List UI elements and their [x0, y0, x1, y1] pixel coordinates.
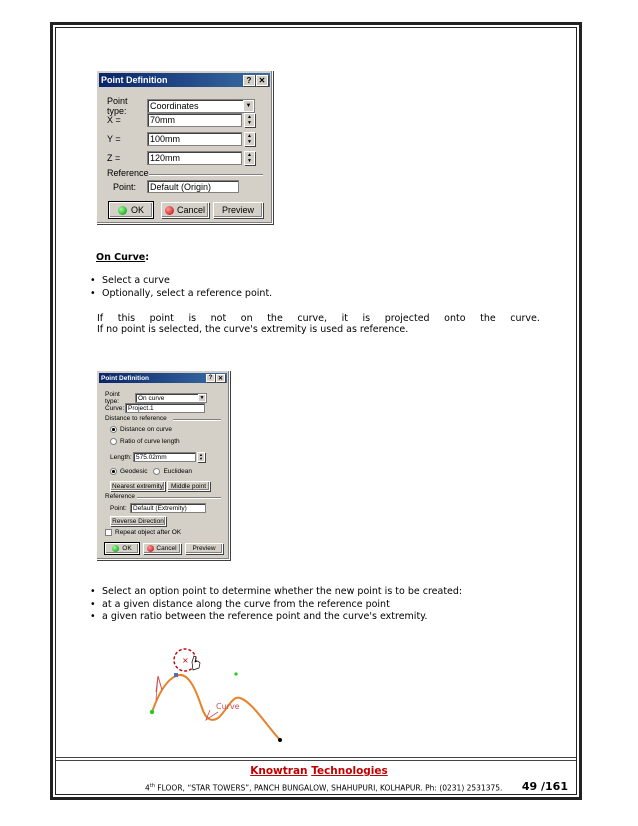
list-item: • a given ratio between the reference point and the curve's extremity.	[89, 611, 462, 624]
cancel-label: Cancel	[176, 205, 205, 215]
nearest-extremity-button[interactable]	[110, 481, 165, 491]
chevron-down-icon[interactable]: ▼	[243, 100, 254, 112]
x-label: X =	[107, 115, 121, 125]
reference-point-value: Default (Origin)	[150, 181, 212, 192]
euclidean-radio[interactable]	[153, 468, 160, 475]
preview-button[interactable]	[213, 202, 263, 218]
curve-field[interactable]	[125, 403, 205, 413]
option-bullet-list	[89, 586, 462, 624]
ok-button[interactable]	[105, 543, 139, 554]
distance-group-divider	[173, 419, 221, 420]
point-label: Point:	[113, 181, 137, 192]
geodesic-radio[interactable]	[110, 468, 117, 475]
point-definition-dialog-on-curve	[96, 370, 230, 560]
close-button[interactable]: ✕	[217, 375, 224, 382]
chevron-down-icon[interactable]: ▼	[199, 395, 205, 401]
preview-label: Preview	[192, 545, 216, 552]
green-point	[150, 710, 154, 714]
length-value: 575.02mm	[136, 453, 167, 461]
word: curve.	[510, 313, 540, 324]
reverse-direction-button[interactable]	[110, 516, 166, 526]
euclidean-label: Euclidean	[163, 468, 193, 475]
y-spinner[interactable]: ▲ ▼	[244, 132, 255, 146]
footer-rule-bottom	[56, 760, 576, 761]
floor-number: 4	[145, 783, 150, 793]
reference-point-value: Default (Extremity)	[133, 504, 187, 512]
ok-label: OK	[122, 545, 132, 552]
reference-point-field[interactable]	[130, 503, 206, 513]
dialog-titlebar[interactable]	[99, 373, 227, 383]
z-spinner[interactable]: ▲ ▼	[244, 151, 255, 165]
middle-point-button[interactable]	[167, 481, 210, 491]
distance-group-label: Distance to reference	[105, 415, 167, 422]
point-type-label: Point type:	[107, 96, 128, 116]
help-button[interactable]: ?	[206, 374, 215, 382]
word: curve,	[297, 313, 328, 324]
middle-point-label: Middle point	[170, 482, 207, 490]
dialog-titlebar[interactable]	[99, 73, 270, 87]
point-type-value: On curve	[138, 394, 165, 402]
geodesic-label: Geodesic	[120, 468, 148, 475]
z-value: 120mm	[150, 153, 181, 163]
word: on	[240, 313, 253, 324]
projection-paragraph-line2: If no point is selected, the curve's extremity is used as reference.	[97, 324, 409, 335]
length-input[interactable]	[133, 452, 196, 462]
word: not	[210, 313, 227, 324]
address-text: FLOOR, “STAR TOWERS”, PANCH BUNGALOW, SHAHUPURI, KOLHAPUR. Ph: (0231) 2531375.	[154, 783, 503, 793]
projection-paragraph-line1	[97, 313, 540, 324]
point-type-label: Point type:	[105, 391, 120, 405]
list-item: • Optionally, select a reference point.	[89, 288, 272, 301]
end-point	[278, 738, 282, 742]
word: point	[149, 313, 174, 324]
curve-value: Project.1	[128, 404, 154, 412]
hand-cursor-icon	[192, 656, 200, 670]
footer-address	[145, 783, 502, 793]
dialog-title: Point Definition	[101, 75, 168, 85]
cancel-button[interactable]	[161, 202, 209, 218]
cancel-red-icon	[165, 206, 174, 215]
ok-green-icon	[118, 206, 127, 215]
reference-point-field[interactable]	[147, 180, 239, 193]
point-type-combo[interactable]	[147, 99, 255, 113]
distance-on-curve-radio[interactable]	[110, 426, 117, 433]
preview-button[interactable]	[185, 543, 223, 554]
reference-group-divider	[137, 497, 221, 498]
cancel-button[interactable]	[143, 543, 181, 554]
word: the	[267, 313, 283, 324]
heading-colon: :	[145, 252, 150, 263]
y-value: 100mm	[150, 134, 181, 144]
x-input[interactable]	[147, 113, 242, 127]
cancel-red-icon	[147, 545, 154, 552]
word: is	[362, 313, 371, 324]
word: onto	[444, 313, 466, 324]
section-heading	[96, 252, 149, 264]
reference-group-divider	[149, 174, 263, 175]
dialog-title: Point Definition	[101, 374, 150, 382]
cancel-label: Cancel	[156, 545, 177, 552]
ok-button[interactable]	[109, 202, 153, 218]
ratio-of-curve-label: Ratio of curve length	[120, 438, 180, 445]
word: the	[480, 313, 496, 324]
curve-label: Curve	[216, 702, 240, 711]
ok-green-icon	[112, 545, 119, 552]
ok-label: OK	[130, 205, 144, 215]
reverse-direction-label: Reverse Direction	[112, 517, 164, 525]
word: If	[97, 313, 104, 324]
word: it	[341, 313, 348, 324]
distance-on-curve-label: Distance on curve	[120, 426, 173, 433]
point-label: Point:	[110, 504, 127, 512]
list-item: • Select a curve	[89, 275, 272, 288]
reference-group-label: Reference	[107, 168, 149, 178]
y-label: Y =	[107, 134, 121, 144]
z-input[interactable]	[147, 151, 242, 165]
list-item: • Select an option point to determine whether the new point is to be created:	[89, 586, 462, 599]
close-button[interactable]: ✕	[256, 75, 268, 86]
point-type-value: Coordinates	[150, 101, 199, 111]
x-mark: ×	[182, 656, 189, 665]
word: projected	[384, 313, 430, 324]
green-point-free	[234, 672, 237, 675]
repeat-object-label: Repeat object after OK	[115, 529, 182, 536]
curve-point-marker	[174, 673, 178, 677]
footer-company-name	[0, 765, 638, 777]
on-curve-bullet-list	[89, 275, 272, 300]
y-input[interactable]	[147, 132, 242, 146]
z-label: Z =	[107, 153, 121, 163]
word: this	[117, 313, 136, 324]
footer-rule-top	[56, 757, 576, 758]
on-curve-heading: On Curve	[96, 252, 146, 263]
word: is	[188, 313, 197, 324]
x-spinner[interactable]: ▲ ▼	[244, 113, 255, 127]
reference-group-label: Reference	[105, 493, 135, 500]
page-number: 49 /161	[521, 780, 568, 793]
floor-suffix: th	[149, 783, 155, 789]
length-label: Length:	[110, 453, 132, 461]
x-value: 70mm	[150, 115, 176, 125]
nearest-extremity-label: Nearest extremity	[112, 482, 163, 490]
length-spinner[interactable]: ▲ ▼	[197, 452, 205, 462]
ratio-of-curve-radio[interactable]	[110, 438, 117, 445]
list-item: • at a given distance along the curve from the reference point	[89, 599, 462, 612]
help-button[interactable]: ?	[243, 75, 255, 86]
curve-figure	[140, 640, 290, 750]
company-word-1: Knowtran	[250, 765, 308, 777]
company-word-2: Technologies	[311, 765, 388, 777]
curve-label: Curve:	[105, 404, 125, 412]
repeat-object-checkbox[interactable]	[105, 529, 112, 536]
point-type-combo[interactable]	[135, 393, 207, 403]
point-definition-dialog-coordinates	[96, 70, 273, 224]
preview-label: Preview	[221, 205, 254, 215]
